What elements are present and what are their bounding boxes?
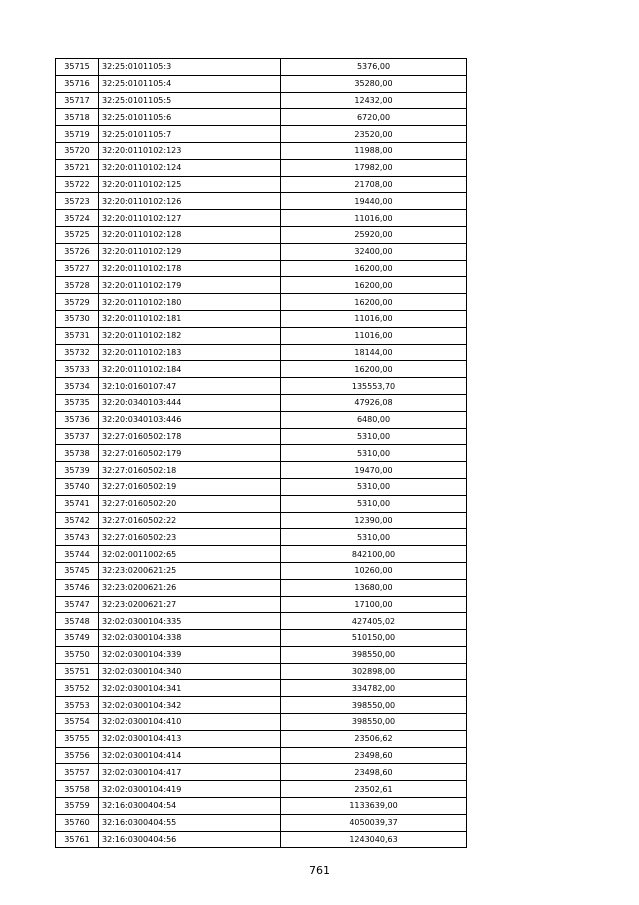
cadastral-number: 32:02:0300104:335 (99, 613, 281, 630)
cadastral-value: 398550,00 (281, 646, 467, 663)
row-number: 35729 (56, 294, 99, 311)
cadastral-value: 12432,00 (281, 92, 467, 109)
table-row (56, 462, 467, 479)
cadastral-number: 32:20:0110102:125 (99, 176, 281, 193)
table-row (56, 361, 467, 378)
table-row (56, 59, 467, 76)
cadastral-number: 32:27:0160502:20 (99, 495, 281, 512)
table-row (56, 512, 467, 529)
cadastral-value: 19440,00 (281, 193, 467, 210)
row-number: 35722 (56, 176, 99, 193)
cadastral-number: 32:20:0110102:126 (99, 193, 281, 210)
row-number: 35742 (56, 512, 99, 529)
cadastral-number: 32:20:0340103:446 (99, 411, 281, 428)
table-row (56, 394, 467, 411)
cadastral-value: 302898,00 (281, 663, 467, 680)
row-number: 35740 (56, 478, 99, 495)
row-number: 35759 (56, 798, 99, 815)
cadastral-value: 6720,00 (281, 109, 467, 126)
table-row (56, 495, 467, 512)
table-row (56, 260, 467, 277)
row-number: 35737 (56, 428, 99, 445)
row-number: 35753 (56, 697, 99, 714)
cadastral-value: 842100,00 (281, 546, 467, 563)
row-number: 35715 (56, 59, 99, 76)
table-row (56, 798, 467, 815)
cadastral-number: 32:27:0160502:19 (99, 478, 281, 495)
table-row (56, 730, 467, 747)
table-row (56, 327, 467, 344)
cadastral-number: 32:16:0300404:55 (99, 814, 281, 831)
table-row (56, 277, 467, 294)
table-row (56, 697, 467, 714)
row-number: 35749 (56, 630, 99, 647)
cadastral-value: 12390,00 (281, 512, 467, 529)
cadastral-number: 32:16:0300404:56 (99, 831, 281, 848)
table-row (56, 630, 467, 647)
table-row (56, 781, 467, 798)
table-row (56, 344, 467, 361)
cadastral-number: 32:20:0110102:184 (99, 361, 281, 378)
row-number: 35741 (56, 495, 99, 512)
cadastral-number: 32:02:0300104:339 (99, 646, 281, 663)
table-row (56, 92, 467, 109)
row-number: 35738 (56, 445, 99, 462)
cadastral-value: 11016,00 (281, 310, 467, 327)
row-number: 35719 (56, 126, 99, 143)
cadastral-value: 11016,00 (281, 327, 467, 344)
cadastral-value: 17100,00 (281, 596, 467, 613)
cadastral-number: 32:20:0110102:181 (99, 310, 281, 327)
cadastral-number: 32:10:0160107:47 (99, 378, 281, 395)
cadastral-number: 32:20:0110102:179 (99, 277, 281, 294)
table-row (56, 764, 467, 781)
table-row (56, 814, 467, 831)
row-number: 35757 (56, 764, 99, 781)
table-row (56, 646, 467, 663)
cadastral-number: 32:20:0340103:444 (99, 394, 281, 411)
cadastral-value: 32400,00 (281, 243, 467, 260)
cadastral-value: 13680,00 (281, 579, 467, 596)
row-number: 35730 (56, 310, 99, 327)
cadastral-number: 32:16:0300404:54 (99, 798, 281, 815)
row-number: 35720 (56, 142, 99, 159)
row-number: 35746 (56, 579, 99, 596)
cadastral-number: 32:27:0160502:18 (99, 462, 281, 479)
cadastral-number: 32:02:0300104:340 (99, 663, 281, 680)
table-row (56, 428, 467, 445)
cadastral-number: 32:02:0300104:410 (99, 714, 281, 731)
table-row (56, 562, 467, 579)
cadastral-number: 32:20:0110102:183 (99, 344, 281, 361)
table-row (56, 831, 467, 848)
cadastral-value: 11988,00 (281, 142, 467, 159)
cadastral-value: 398550,00 (281, 714, 467, 731)
row-number: 35727 (56, 260, 99, 277)
table-row (56, 663, 467, 680)
table-body (56, 59, 467, 848)
cadastral-value: 16200,00 (281, 277, 467, 294)
row-number: 35736 (56, 411, 99, 428)
cadastral-number: 32:20:0110102:129 (99, 243, 281, 260)
table-row (56, 193, 467, 210)
cadastral-value: 1243040,63 (281, 831, 467, 848)
table-row (56, 109, 467, 126)
cadastral-number: 32:25:0101105:5 (99, 92, 281, 109)
cadastral-value: 18144,00 (281, 344, 467, 361)
cadastral-value: 21708,00 (281, 176, 467, 193)
row-number: 35716 (56, 75, 99, 92)
row-number: 35718 (56, 109, 99, 126)
cadastral-value: 5310,00 (281, 495, 467, 512)
cadastral-value: 23506,62 (281, 730, 467, 747)
table-row (56, 226, 467, 243)
row-number: 35760 (56, 814, 99, 831)
row-number: 35756 (56, 747, 99, 764)
cadastral-value: 35280,00 (281, 75, 467, 92)
cadastral-number: 32:27:0160502:179 (99, 445, 281, 462)
cadastral-value: 23498,60 (281, 747, 467, 764)
row-number: 35728 (56, 277, 99, 294)
table-row (56, 411, 467, 428)
row-number: 35721 (56, 159, 99, 176)
cadastral-value: 17982,00 (281, 159, 467, 176)
cadastral-value: 510150,00 (281, 630, 467, 647)
cadastral-number: 32:20:0110102:182 (99, 327, 281, 344)
row-number: 35758 (56, 781, 99, 798)
cadastral-number: 32:02:0300104:338 (99, 630, 281, 647)
cadastral-value: 5310,00 (281, 529, 467, 546)
cadastral-value-table (55, 58, 467, 848)
cadastral-number: 32:25:0101105:6 (99, 109, 281, 126)
table-row (56, 75, 467, 92)
table-row (56, 142, 467, 159)
table-row (56, 126, 467, 143)
row-number: 35743 (56, 529, 99, 546)
cadastral-number: 32:23:0200621:27 (99, 596, 281, 613)
cadastral-value: 23520,00 (281, 126, 467, 143)
row-number: 35735 (56, 394, 99, 411)
table-row (56, 613, 467, 630)
cadastral-value: 6480,00 (281, 411, 467, 428)
cadastral-value: 334782,00 (281, 680, 467, 697)
table-row (56, 680, 467, 697)
row-number: 35725 (56, 226, 99, 243)
cadastral-value: 5376,00 (281, 59, 467, 76)
table-row (56, 210, 467, 227)
cadastral-number: 32:02:0300104:419 (99, 781, 281, 798)
cadastral-value: 25920,00 (281, 226, 467, 243)
page-number: 761 (309, 864, 330, 877)
row-number: 35733 (56, 361, 99, 378)
row-number: 35732 (56, 344, 99, 361)
cadastral-number: 32:25:0101105:3 (99, 59, 281, 76)
row-number: 35752 (56, 680, 99, 697)
cadastral-value: 135553,70 (281, 378, 467, 395)
table-row (56, 714, 467, 731)
table-row (56, 176, 467, 193)
cadastral-number: 32:20:0110102:124 (99, 159, 281, 176)
table-row (56, 546, 467, 563)
cadastral-number: 32:23:0200621:26 (99, 579, 281, 596)
table-row (56, 445, 467, 462)
cadastral-number: 32:02:0300104:341 (99, 680, 281, 697)
cadastral-number: 32:25:0101105:4 (99, 75, 281, 92)
cadastral-number: 32:23:0200621:25 (99, 562, 281, 579)
cadastral-value: 23498,60 (281, 764, 467, 781)
table-row (56, 243, 467, 260)
table-row (56, 747, 467, 764)
row-number: 35745 (56, 562, 99, 579)
cadastral-value: 5310,00 (281, 428, 467, 445)
cadastral-number: 32:27:0160502:23 (99, 529, 281, 546)
cadastral-value: 5310,00 (281, 478, 467, 495)
table-row (56, 478, 467, 495)
row-number: 35717 (56, 92, 99, 109)
row-number: 35731 (56, 327, 99, 344)
row-number: 35750 (56, 646, 99, 663)
cadastral-number: 32:20:0110102:127 (99, 210, 281, 227)
cadastral-value: 427405,02 (281, 613, 467, 630)
table-row (56, 159, 467, 176)
cadastral-number: 32:02:0300104:417 (99, 764, 281, 781)
row-number: 35751 (56, 663, 99, 680)
row-number: 35747 (56, 596, 99, 613)
row-number: 35724 (56, 210, 99, 227)
cadastral-value: 23502,61 (281, 781, 467, 798)
row-number: 35739 (56, 462, 99, 479)
cadastral-value: 11016,00 (281, 210, 467, 227)
table-row (56, 529, 467, 546)
cadastral-number: 32:02:0011002:65 (99, 546, 281, 563)
row-number: 35723 (56, 193, 99, 210)
cadastral-number: 32:02:0300104:342 (99, 697, 281, 714)
cadastral-value: 19470,00 (281, 462, 467, 479)
cadastral-number: 32:20:0110102:123 (99, 142, 281, 159)
table-row (56, 596, 467, 613)
cadastral-number: 32:20:0110102:180 (99, 294, 281, 311)
cadastral-value: 10260,00 (281, 562, 467, 579)
row-number: 35744 (56, 546, 99, 563)
row-number: 35748 (56, 613, 99, 630)
table-row (56, 310, 467, 327)
row-number: 35761 (56, 831, 99, 848)
cadastral-value: 5310,00 (281, 445, 467, 462)
cadastral-number: 32:27:0160502:22 (99, 512, 281, 529)
cadastral-value: 398550,00 (281, 697, 467, 714)
cadastral-number: 32:20:0110102:178 (99, 260, 281, 277)
cadastral-value: 47926,08 (281, 394, 467, 411)
cadastral-value: 4050039,37 (281, 814, 467, 831)
cadastral-number: 32:02:0300104:414 (99, 747, 281, 764)
cadastral-number: 32:27:0160502:178 (99, 428, 281, 445)
cadastral-number: 32:25:0101105:7 (99, 126, 281, 143)
cadastral-value: 16200,00 (281, 294, 467, 311)
cadastral-value: 1133639,00 (281, 798, 467, 815)
row-number: 35755 (56, 730, 99, 747)
table-row (56, 579, 467, 596)
table-row (56, 294, 467, 311)
cadastral-value: 16200,00 (281, 260, 467, 277)
cadastral-number: 32:02:0300104:413 (99, 730, 281, 747)
row-number: 35734 (56, 378, 99, 395)
cadastral-value: 16200,00 (281, 361, 467, 378)
cadastral-number: 32:20:0110102:128 (99, 226, 281, 243)
table-row (56, 378, 467, 395)
row-number: 35754 (56, 714, 99, 731)
row-number: 35726 (56, 243, 99, 260)
